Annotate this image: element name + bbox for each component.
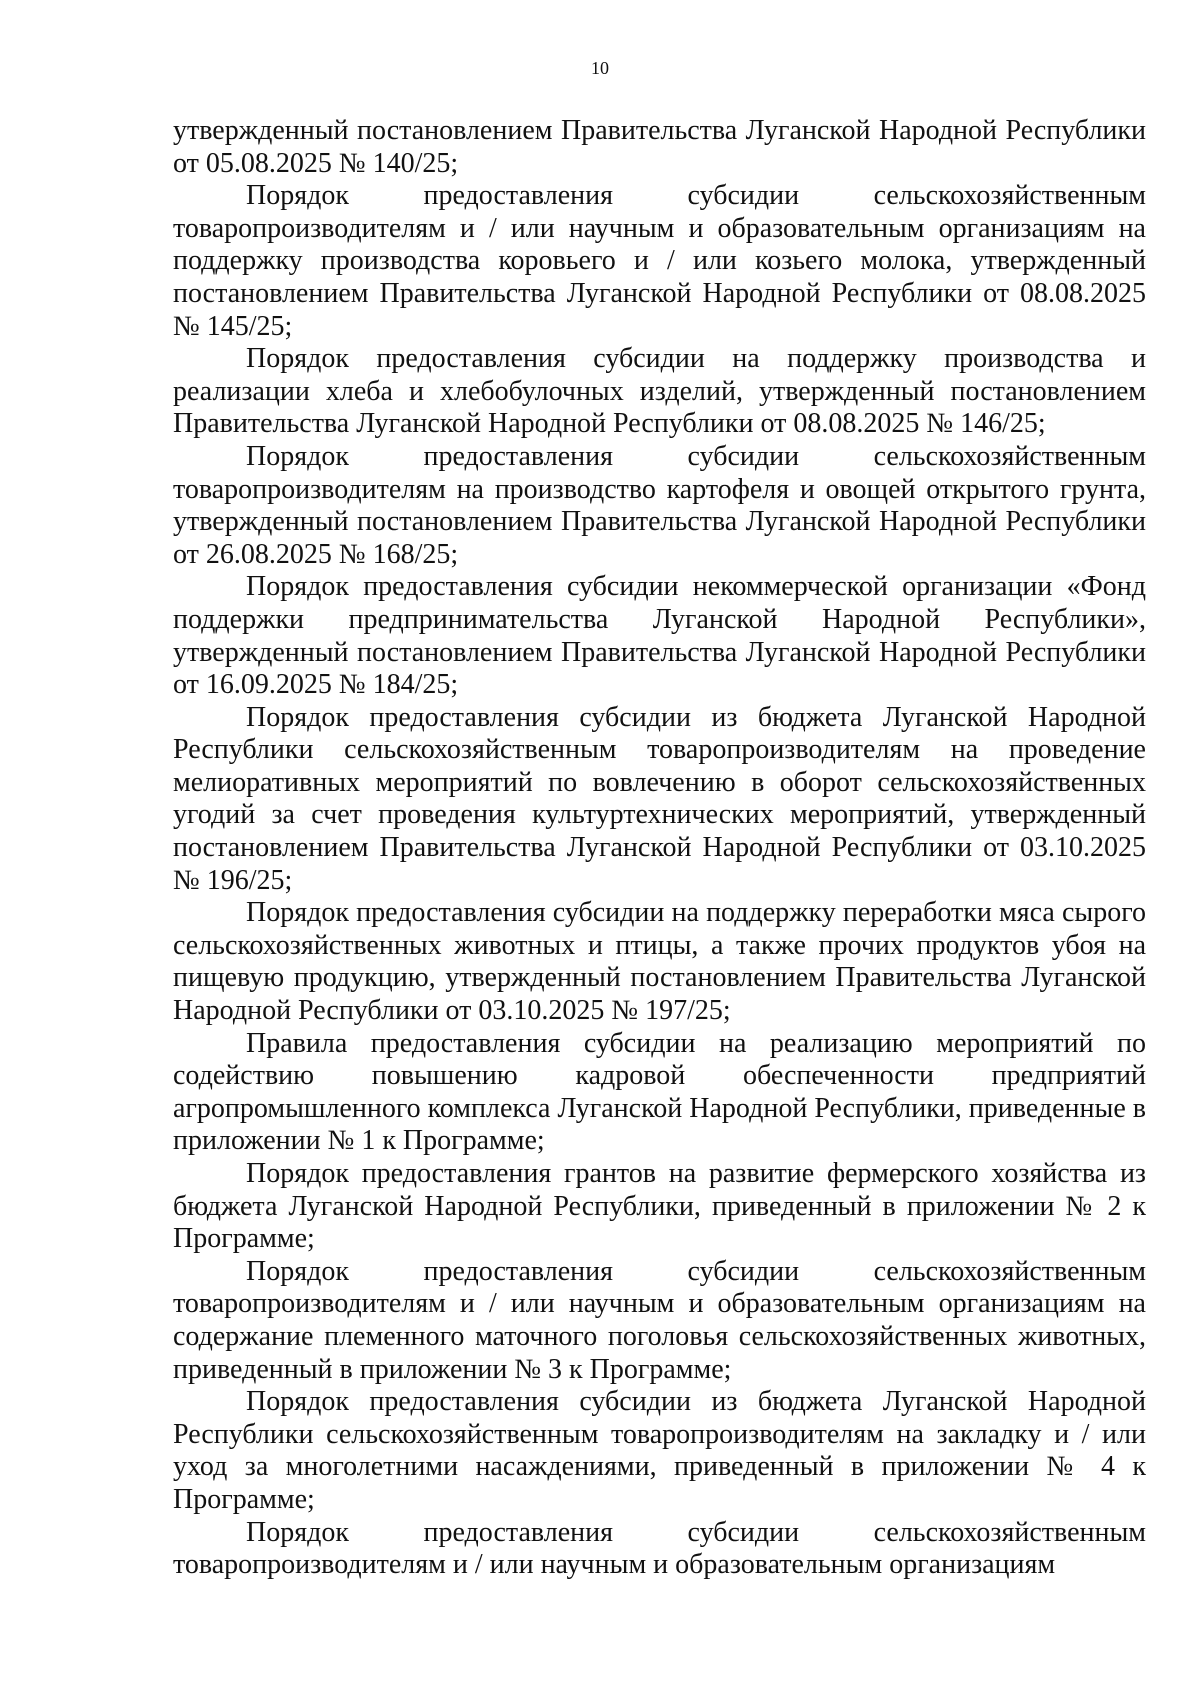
paragraph-continuation: утвержденный постановлением Правительства Луганской Народной Республики от 05.08.2025 № 140/25; <box>173 115 1146 179</box>
paragraph: Правила предоставления субсидии на реализацию мероприятий по содействию повышению кадровой обеспеченности предприятий агропромышленного комплекса Луганской Народной Республики, приведенные в приложении № 1 к Программе; <box>173 1027 1146 1157</box>
paragraph: Порядок предоставления субсидии сельскохозяйственным товаропроизводителям и / или научным и образовательным организациям на поддержку производства коровьего и / или козьего молока, утвержденный постановлением Правительства Луганской Народной Республики от 08.08.2025 № 145/25; <box>173 180 1146 342</box>
paragraph: Порядок предоставления субсидии из бюджета Луганской Народной Республики сельскохозяйственным товаропроизводителям на закладку и / или уход за многолетними насаждениями, приведенный в приложении № 4 к Программе; <box>173 1386 1146 1515</box>
paragraph: Порядок предоставления субсидии из бюджета Луганской Народной Республики сельскохозяйственным товаропроизводителям на проведение мелиоративных мероприятий по вовлечению в оборот сельскохозяйственных угодий за счет проведения культуртехнических мероприятий, утвержденный постановлением Правительства Луганской Народной Республики от 03.10.2025 № 196/25; <box>173 701 1146 896</box>
paragraph: Порядок предоставления субсидии некоммерческой организации «Фонд поддержки предпринимательства Луганской Народной Республики», утвержденный постановлением Правительства Луганской Народной Республики от 16.09.2025 № 184/25; <box>173 571 1146 701</box>
page-number: 10 <box>591 58 609 78</box>
paragraph: Порядок предоставления грантов на развитие фермерского хозяйства из бюджета Луганской Народной Республики, приведенный в приложении № 2 к Программе; <box>173 1158 1146 1255</box>
paragraph: Порядок предоставления субсидии сельскохозяйственным товаропроизводителям на производство картофеля и овощей открытого грунта, утвержденный постановлением Правительства Луганской Народной Республики от 26.08.2025 № 168/25; <box>173 440 1146 570</box>
paragraph: Порядок предоставления субсидии на поддержку переработки мяса сырого сельскохозяйственных животных и птицы, а также прочих продуктов убоя на пищевую продукцию, утвержденный постановлением Правительства Луганской Народной Республики от 03.10.2025 № 197/25; <box>173 897 1146 1027</box>
paragraph: Порядок предоставления субсидии сельскохозяйственным товаропроизводителям и / или научным и образовательным организациям на содержание племенного маточного поголовья сельскохозяйственных животных, приведенный в приложении № 3 к Программе; <box>173 1255 1146 1385</box>
document-body <box>173 115 1146 1582</box>
paragraph: Порядок предоставления субсидии на поддержку производства и реализации хлеба и хлебобулочных изделий, утвержденный постановлением Правительства Луганской Народной Республики от 08.08.2025 № 146/25; <box>173 343 1146 440</box>
paragraph-trailing: Порядок предоставления субсидии сельскохозяйственным товаропроизводителям и / или научным и образовательным организациям <box>173 1516 1146 1581</box>
